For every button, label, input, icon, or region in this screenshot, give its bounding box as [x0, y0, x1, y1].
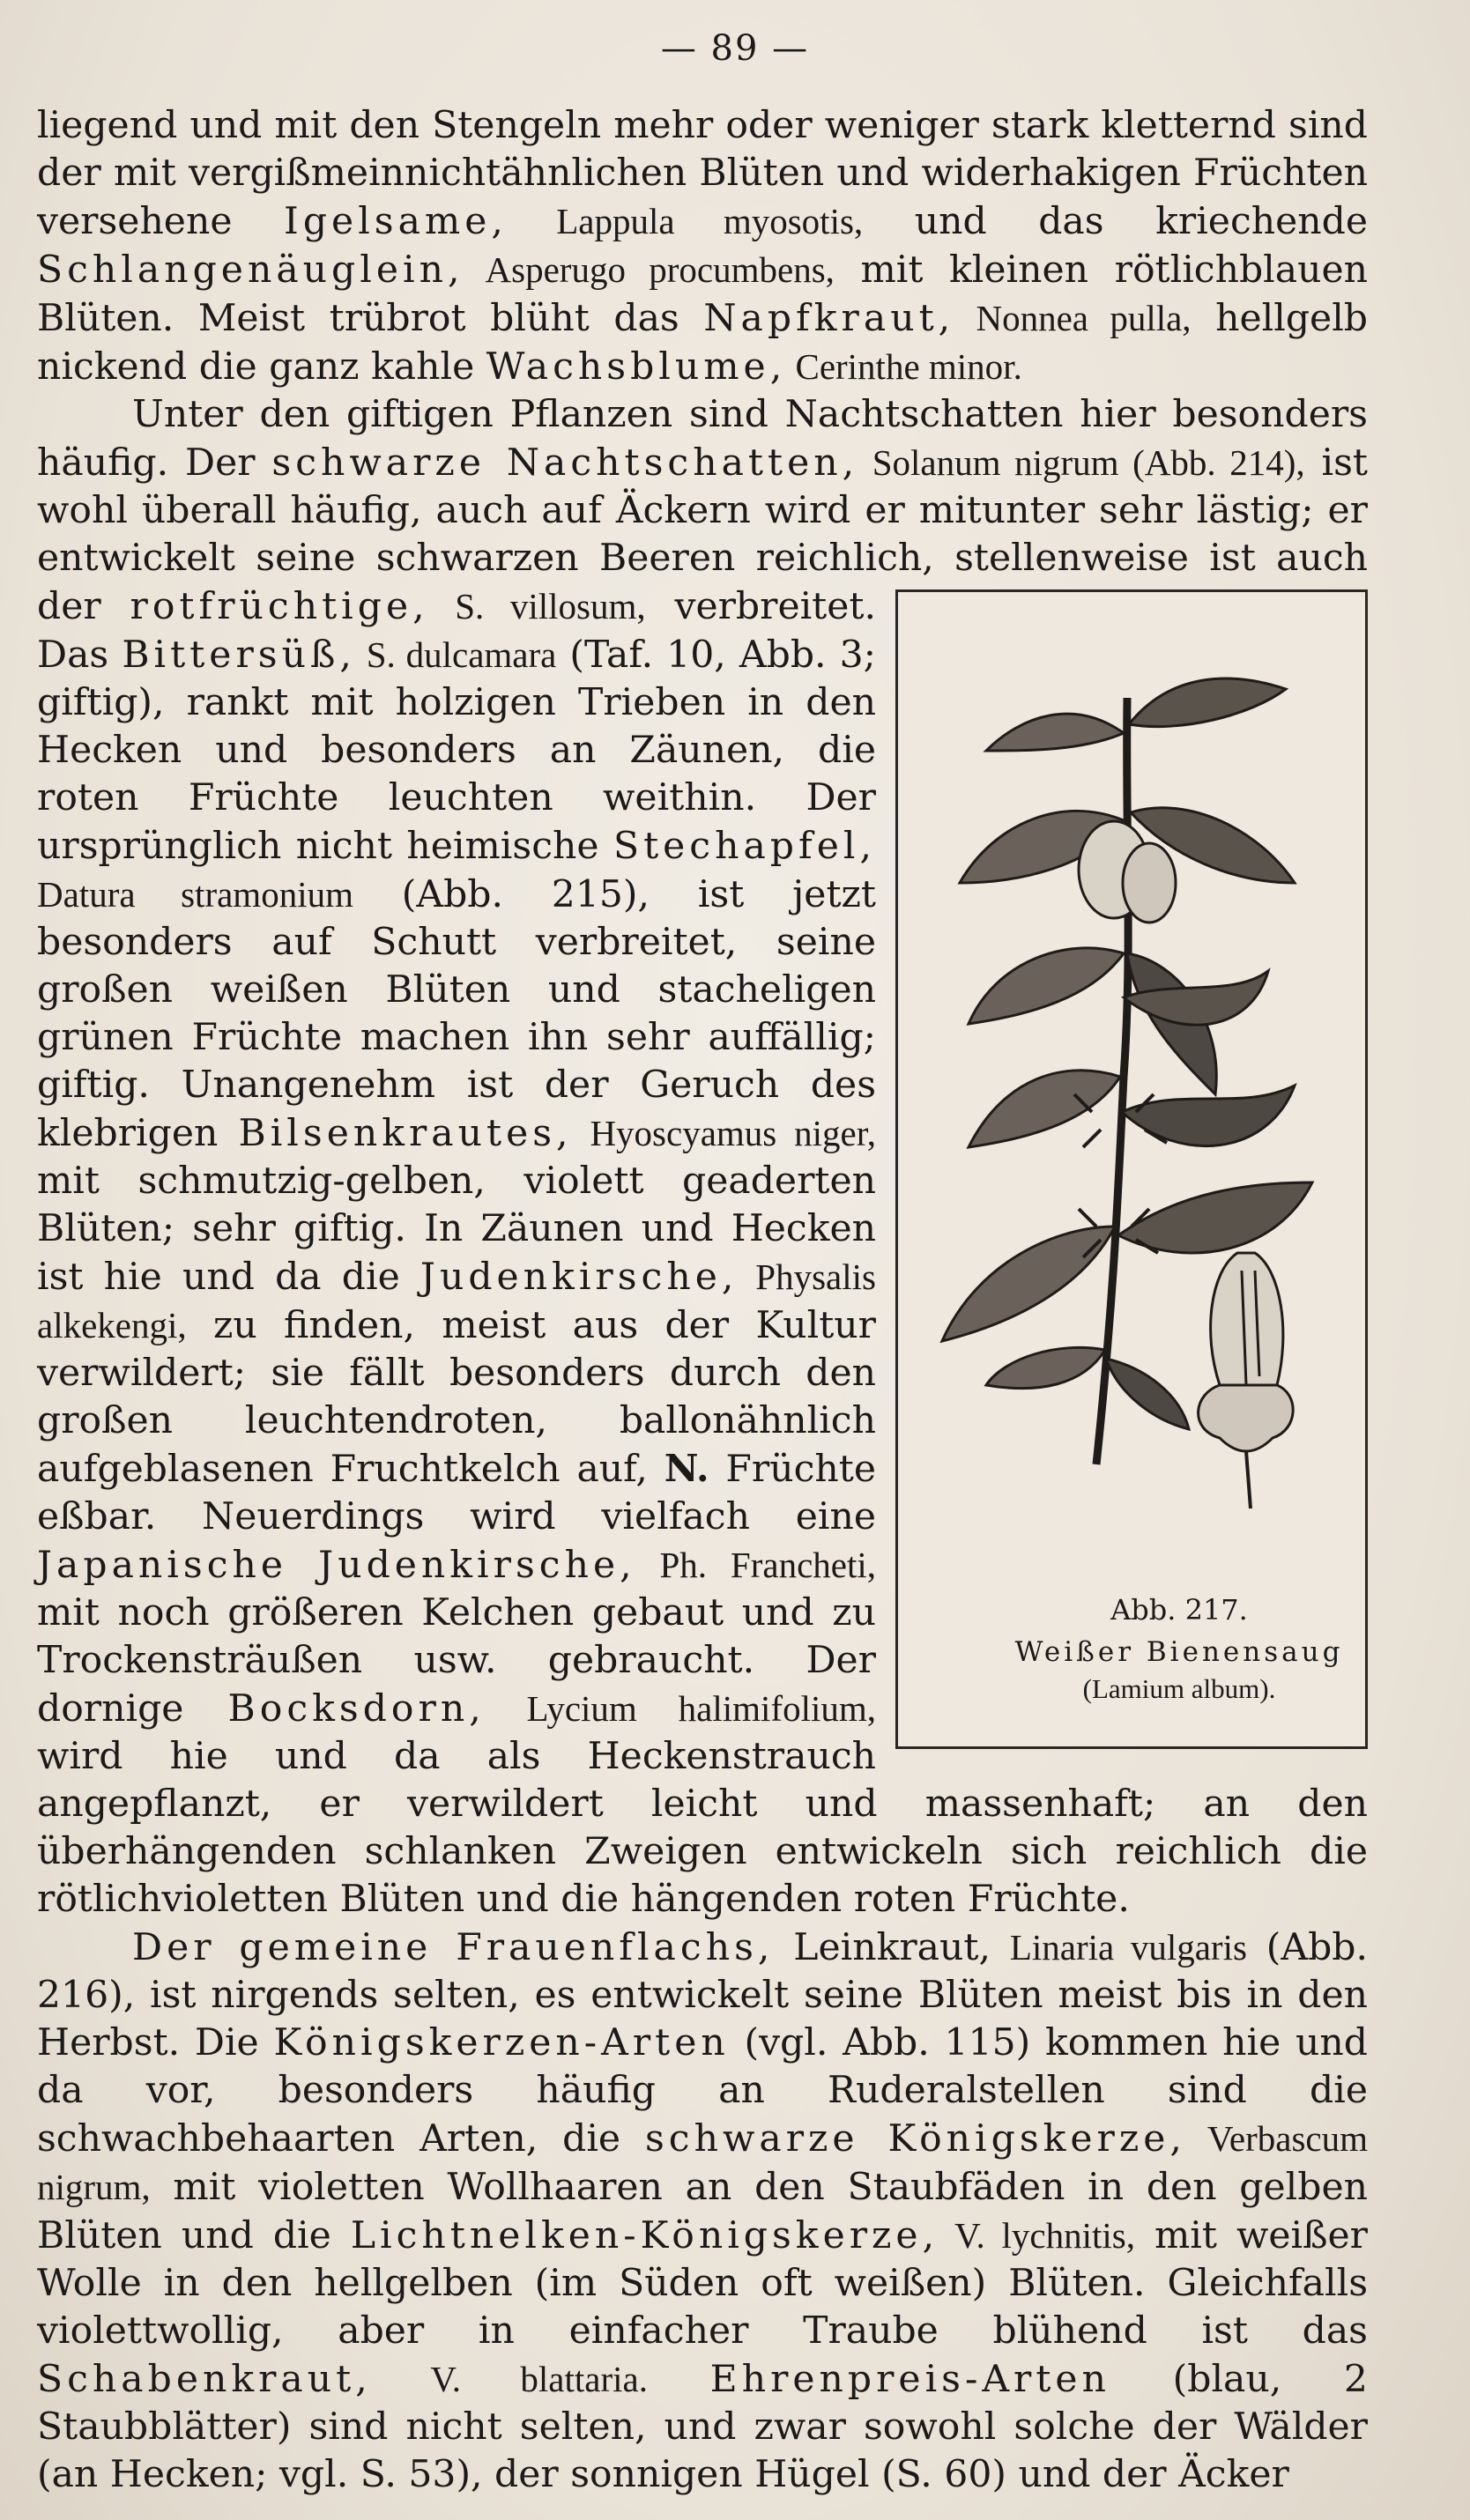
text-run: (Abb. 215), ist jetzt besonders auf Schutt verbreitet, seine großen weißen Blüten und stacheligen grünen Früchte machen ihn sehr auffällig; giftig. Unangenehm ist der Geruch des klebrigen — [37, 873, 876, 1155]
plant-name: Wachsblume, — [486, 345, 787, 389]
text-run: mit noch größeren Kelchen gebaut und zu Trockensträußen usw. gebraucht. Der dornige — [37, 1591, 876, 1731]
plant-name: schwarze Königskerze, — [645, 2117, 1186, 2161]
text-run: mit weißer Wolle in den hellgelben (im Süden oft weißen) Blüten. Gleichfalls violettwollig, aber in einfacher Traube blühend ist das — [37, 2214, 1368, 2353]
plant-name: Königskerzen-Arten — [273, 2021, 730, 2064]
figure-number: Abb. 217. — [1110, 1593, 1248, 1627]
plant-name: Judenkirsche, — [419, 1256, 739, 1299]
latin-name: Lycium halimifolium, — [485, 1688, 876, 1729]
plant-name: Igelsame, — [284, 200, 508, 243]
text-run: ist wohl überall häufig, auch auf Äckern wird er mitunter sehr lästig; er entwickelt seine schwarzen Beeren reichlich, stellenweise ist auch der — [37, 441, 1368, 628]
plant-name: Stechapfel, — [612, 825, 876, 868]
latin-name: Hyoscyamus niger, — [572, 1113, 876, 1153]
figure-box — [895, 589, 1368, 1749]
text-run: hellgelb nickend die ganz kahle — [37, 297, 1369, 389]
text-run: mit violetten Wollhaaren an den Staubfäden in den gelben Blüten und die — [37, 2166, 1368, 2257]
plant-name: schwarze Nachtschatten, — [271, 441, 859, 485]
plant-name: Bocksdorn, — [227, 1687, 486, 1731]
plant-name: Japanische Judenkirsche, — [37, 1544, 636, 1587]
bold-marker: N. — [664, 1447, 709, 1491]
text-run: Leinkraut, — [774, 1926, 1010, 1969]
latin-name: Datura stramonium — [37, 874, 353, 915]
text-run: (vgl. Abb. 115) kommen hie und da vor, besonders häufig an Ruderalstellen sind die schwachbehaarten Arten, die — [37, 2021, 1368, 2161]
paragraph-1 — [37, 102, 1368, 391]
text-column — [37, 102, 1368, 2499]
latin-name: V. lychnitis, — [939, 2215, 1135, 2256]
page-number: — 89 — — [660, 28, 810, 69]
plant-name: rotfrüchtige, — [130, 585, 429, 628]
plant-name: Schabenkraut, — [37, 2358, 372, 2401]
text-run: mit kleinen rötlichblauen Blüten. Meist trübrot blüht das — [37, 248, 1368, 340]
figure-title: Weißer Bienensaug — [1014, 1636, 1344, 1668]
latin-name: Solanum nigrum (Abb. 214), — [858, 442, 1305, 483]
text-run: und das kriechende — [863, 200, 1369, 243]
plant-name: Der gemeine Frauenflachs, — [132, 1926, 775, 1969]
text-run: (blau, 2 Staubblätter) sind nicht selten, und zwar sowohl solche der Wälder (an Hecken; vgl. S. 53), der sonnigen Hügel (S. 60) und der Äcker — [37, 2358, 1368, 2496]
text-run: (Abb. 216), ist nirgends selten, es entwickelt seine Blüten meist bis in den Herbst. Die — [37, 1926, 1368, 2064]
plant-name: Lichtnelken-Königskerze, — [350, 2214, 939, 2257]
text-run: verbreitet. Das — [37, 585, 877, 677]
plant-name: Bilsenkrautes, — [238, 1112, 573, 1155]
text-run: zu finden, meist aus der Kultur verwildert; sie fällt besonders durch den großen leuchtendroten, ballonähnlich aufgeblasenen Fruchtkelch auf, — [37, 1304, 876, 1491]
text-run: Früchte eßbar. Neuerdings wird vielfach eine — [37, 1448, 876, 1538]
text-run: wird hie und da als Heckenstrauch angepflanzt, er verwildert leicht und massenhaft; an den überhängenden schlanken Zweigen entwickeln sich reichlich die rötlichvioletten Blüten und die hängenden roten Früchte. — [37, 1735, 1368, 1921]
latin-name: Ph. Francheti, — [635, 1545, 876, 1585]
text-run: liegend und mit den Stengeln mehr oder weniger stark kletternd sind der mit vergißmeinnichtähnlichen Blüten und widerhakigen Früchten versehene — [37, 104, 1368, 243]
text-run — [648, 2358, 710, 2401]
latin-name: V. blattaria. — [371, 2359, 648, 2399]
text-run: (Taf. 10, Abb. 3; giftig), rankt mit holzigen Trieben in den Hecken und besonders an Zäunen, die roten Früchte leuchten weithin. Der ursprünglich nicht heimische — [37, 634, 876, 868]
text-run: Unter den giftigen Pflanzen sind Nachtschatten hier besonders häufig. Der — [37, 393, 1368, 485]
figure-latin: (Lamium album). — [1082, 1673, 1276, 1704]
text-run: mit schmutzig-gelben, violett geaderten Blüten; sehr giftig. In Zäunen und Hecken ist hie und da die — [37, 1160, 876, 1299]
latin-name: S. dulcamara — [355, 634, 557, 675]
plant-name: Napfkraut, — [703, 297, 955, 340]
latin-name: S. villosum, — [428, 586, 646, 626]
lamium-illustration — [916, 619, 1348, 1570]
latin-name: Nonnea pulla, — [954, 298, 1192, 338]
latin-name: Lappula myosotis, — [507, 201, 864, 241]
latin-name: Asperugo procumbens, — [464, 249, 835, 290]
paragraph-2 — [37, 391, 1368, 1923]
plant-name: Schlangenäuglein, — [37, 248, 464, 292]
plant-name: Bittersüß, — [122, 634, 356, 677]
latin-name: Physalis alkekengi, — [37, 1256, 876, 1345]
paragraph-3 — [37, 1923, 1368, 2499]
latin-name: Verbascum nigrum, — [37, 2118, 1368, 2207]
latin-name: Linaria vulgaris — [1009, 1927, 1247, 1968]
plant-name: Ehrenpreis-Arten — [709, 2358, 1110, 2401]
latin-name: Cerinthe minor. — [786, 346, 1022, 387]
